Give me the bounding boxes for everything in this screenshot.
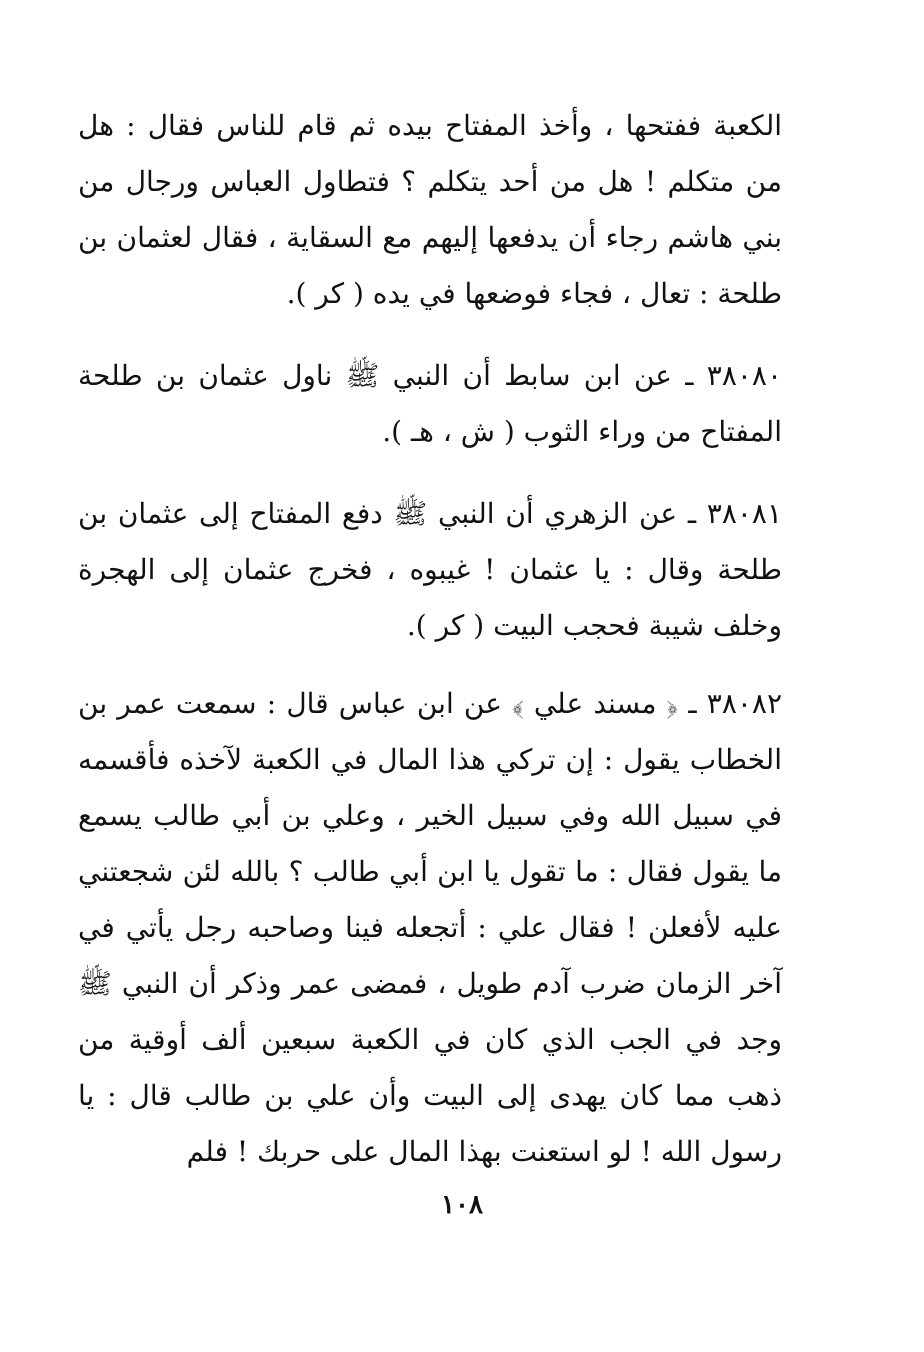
paragraph-hadith-38082: ٣٨٠٨٢ ـ ﴿ مسند علي ﴾ عن ابن عباس قال : سمعت عمر بن الخطاب يقول : إن تركي هذا المال في الكعبة لآخذه فأقسمه في سبيل الله وفي سبيل الخير ، وعلي بن أبي طالب يسمع ما يقول فقال : ما تقول يا ابن أبي طالب ؟ بالله لئن شجعتني عليه لأفعلن ! فقال علي : أتجعله فينا وصاحبه رجل يأتي في آخر الزمان ضرب آدم طويل ، فمضى عمر وذكر أن النبي ﷺ وجد في الجب الذي كان في الكعبة سبعين ألف أوقية من ذهب مما كان يهدى إلى البيت وأن علي بن طالب قال : يا رسول الله ! لو استعنت بهذا المال على حربك ! فلم: [78, 687, 782, 1168]
page-number: ١٠٨: [441, 1190, 483, 1220]
paragraph-hadith-38080: ٣٨٠٨٠ ـ عن ابن سابط أن النبي ﷺ ناول عثمان بن طلحة المفتاح من وراء الثوب ( ش ، هـ ).: [78, 359, 782, 448]
paragraph-hadith-38081: ٣٨٠٨١ ـ عن الزهري أن النبي ﷺ دفع المفتاح إلى عثمان بن طلحة وقال : يا عثمان ! غيبوه ، فخرج عثمان إلى الهجرة وخلف شيبة فحجب البيت ( كر ).: [78, 497, 782, 642]
paragraph-continuation: الكعبة ففتحها ، وأخذ المفتاح بيده ثم قام للناس فقال : هل من متكلم ! هل من أحد يتكلم ؟ فتطاول العباس ورجال من بني هاشم رجاء أن يدفعها إليهم مع السقاية ، فقال لعثمان بن طلحة : تعال ، فجاء فوضعها في يده ( كر ).: [78, 109, 782, 310]
